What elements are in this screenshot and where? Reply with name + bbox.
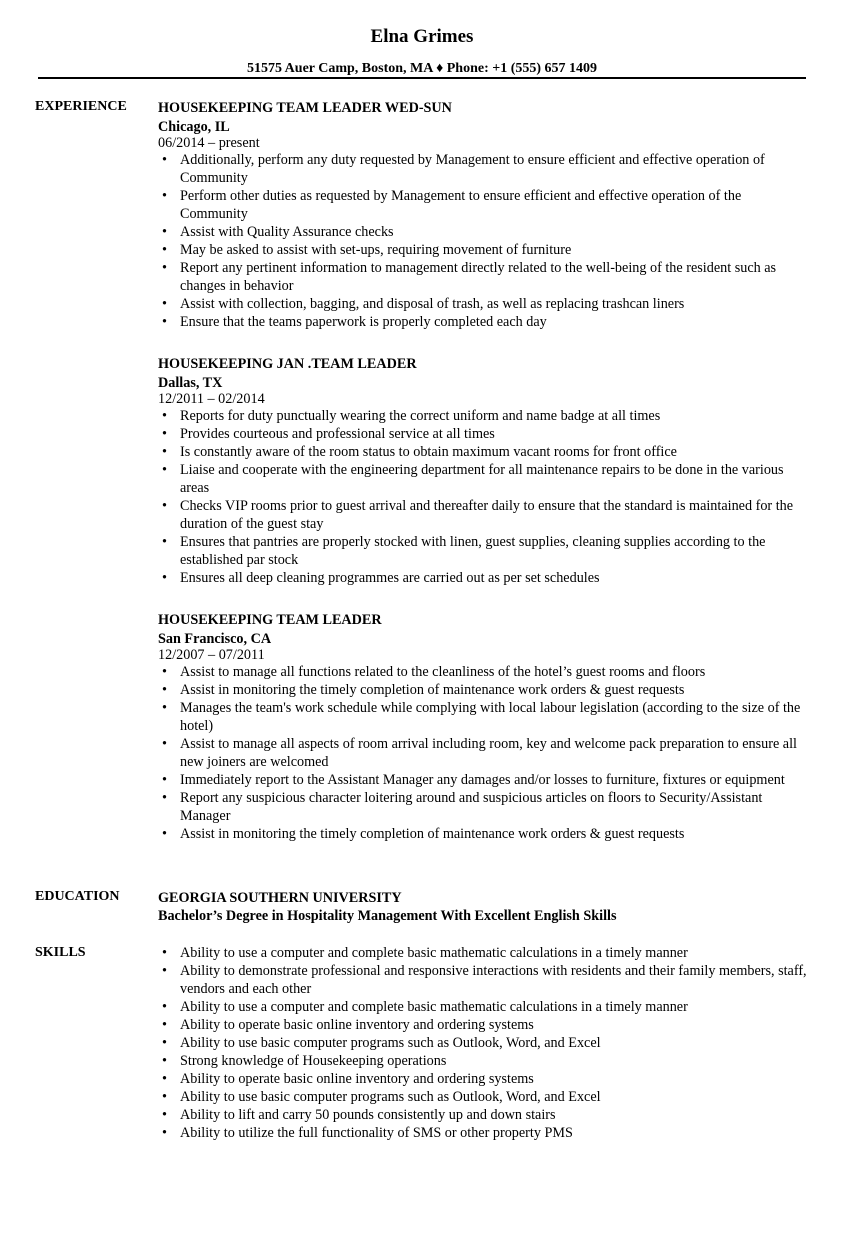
education-school: GEORGIA SOUTHERN UNIVERSITY <box>158 890 402 906</box>
list-item-text: Ability to operate basic online inventory and ordering systems <box>180 1071 534 1087</box>
bullet-icon: • <box>162 444 167 460</box>
bullet-icon: • <box>162 772 167 788</box>
list-item-text: Reports for duty punctually wearing the correct uniform and name badge at all times <box>180 408 661 424</box>
candidate-name: Elna Grimes <box>370 26 474 47</box>
list-item <box>158 151 810 187</box>
list-item-text: Ability to use basic computer programs such as Outlook, Word, and Excel <box>180 1035 601 1051</box>
bullet-icon: • <box>162 224 167 240</box>
list-item-text: Ability to operate basic online inventory and ordering systems <box>180 1017 534 1033</box>
bullet-icon: • <box>162 664 167 680</box>
list-item <box>158 1016 810 1034</box>
job-dates: 12/2011 – 02/2014 <box>158 391 265 407</box>
list-item-text: Provides courteous and professional service at all times <box>180 426 495 442</box>
education-section-label: EDUCATION <box>35 889 120 904</box>
job-entry-2 <box>158 355 810 587</box>
list-item <box>158 735 810 771</box>
bullet-icon: • <box>162 1035 167 1051</box>
bullet-icon: • <box>162 314 167 330</box>
list-item <box>158 461 810 497</box>
bullet-icon: • <box>162 700 167 716</box>
list-item <box>158 1106 810 1124</box>
list-item <box>158 1052 810 1070</box>
bullet-icon: • <box>162 426 167 442</box>
list-item <box>158 425 810 443</box>
contact-line: 51575 Auer Camp, Boston, MA ♦ Phone: +1 (555) 657 1409 <box>246 61 598 76</box>
list-item <box>158 663 810 681</box>
bullet-icon: • <box>162 1053 167 1069</box>
list-item <box>158 295 810 313</box>
education-degree: Bachelor’s Degree in Hospitality Management With Excellent English Skills <box>158 908 617 924</box>
list-item <box>158 1124 810 1142</box>
bullet-icon: • <box>162 999 167 1015</box>
list-item <box>158 407 810 425</box>
bullet-icon: • <box>162 945 167 961</box>
list-item-text: Ensures that pantries are properly stocked with linen, guest supplies, cleaning supplies according to the established par stock <box>180 534 766 568</box>
job-entry-1 <box>158 99 810 331</box>
bullet-icon: • <box>162 1017 167 1033</box>
list-item <box>158 962 810 998</box>
job-entry-3 <box>158 611 810 843</box>
job-location: Dallas, TX <box>158 375 223 391</box>
list-item <box>158 497 810 533</box>
job-dates: 06/2014 – present <box>158 135 260 151</box>
skills-list <box>158 944 810 1142</box>
bullet-icon: • <box>162 152 167 168</box>
list-item <box>158 259 810 295</box>
bullet-icon: • <box>162 736 167 752</box>
skills-section-label: SKILLS <box>35 945 86 960</box>
list-item-text: Strong knowledge of Housekeeping operations <box>180 1053 447 1069</box>
bullet-icon: • <box>162 790 167 806</box>
list-item <box>158 1088 810 1106</box>
bullet-icon: • <box>162 462 167 478</box>
list-item-text: Ability to demonstrate professional and responsive interactions with residents and their family members, staff, vendors and each other <box>180 963 807 997</box>
list-item <box>158 223 810 241</box>
job-duties-list <box>158 663 810 843</box>
education-entry <box>158 889 810 925</box>
list-item <box>158 1070 810 1088</box>
bullet-icon: • <box>162 1125 167 1141</box>
list-item <box>158 789 810 825</box>
job-location: Chicago, IL <box>158 119 230 135</box>
bullet-icon: • <box>162 260 167 276</box>
list-item <box>158 944 810 962</box>
list-item-text: Additionally, perform any duty requested by Management to ensure efficient and effective operation of Community <box>180 152 765 186</box>
bullet-icon: • <box>162 498 167 514</box>
list-item-text: Assist in monitoring the timely completion of maintenance work orders & guest requests <box>180 826 685 842</box>
list-item-text: Checks VIP rooms prior to guest arrival and thereafter daily to ensure that the standard is maintained for the duration of the guest stay <box>180 498 794 532</box>
job-duties-list <box>158 151 810 331</box>
list-item-text: Immediately report to the Assistant Manager any damages and/or losses to furniture, fixtures or equipment <box>180 772 785 788</box>
list-item-text: Report any pertinent information to management directly related to the well-being of the resident such as changes in behavior <box>180 260 777 294</box>
list-item-text: Is constantly aware of the room status to obtain maximum vacant rooms for front office <box>180 444 677 460</box>
list-item <box>158 187 810 223</box>
job-dates: 12/2007 – 07/2011 <box>158 647 265 663</box>
job-title: HOUSEKEEPING TEAM LEADER <box>158 612 382 628</box>
bullet-icon: • <box>162 534 167 550</box>
list-item <box>158 771 810 789</box>
bullet-icon: • <box>162 570 167 586</box>
bullet-icon: • <box>162 963 167 979</box>
list-item-text: Ability to use a computer and complete basic mathematic calculations in a timely manner <box>180 945 688 961</box>
job-location: San Francisco, CA <box>158 631 272 647</box>
list-item <box>158 313 810 331</box>
list-item-text: Manages the team's work schedule while complying with local labour legislation (according to the size of the hotel) <box>180 700 801 734</box>
list-item-text: Ensures all deep cleaning programmes are carried out as per set schedules <box>180 570 600 586</box>
list-item-text: Ability to utilize the full functionality of SMS or other property PMS <box>180 1125 573 1141</box>
list-item-text: Liaise and cooperate with the engineering department for all maintenance repairs to be done in the various areas <box>180 462 784 496</box>
list-item <box>158 443 810 461</box>
list-item <box>158 998 810 1016</box>
job-title: HOUSEKEEPING JAN .TEAM LEADER <box>158 356 417 372</box>
bullet-icon: • <box>162 188 167 204</box>
list-item-text: Ability to lift and carry 50 pounds consistently up and down stairs <box>180 1107 556 1123</box>
list-item-text: Assist in monitoring the timely completion of maintenance work orders & guest requests <box>180 682 685 698</box>
job-title: HOUSEKEEPING TEAM LEADER WED-SUN <box>158 100 452 116</box>
list-item <box>158 1034 810 1052</box>
list-item <box>158 241 810 259</box>
list-item-text: Assist to manage all aspects of room arrival including room, key and welcome pack preparation to ensure all new joiners are welcomed <box>180 736 797 770</box>
experience-section-label: EXPERIENCE <box>35 99 127 114</box>
list-item-text: Assist with collection, bagging, and disposal of trash, as well as replacing trashcan liners <box>180 296 685 312</box>
list-item-text: Assist to manage all functions related to the cleanliness of the hotel’s guest rooms and floors <box>180 664 706 680</box>
list-item-text: Ability to use basic computer programs such as Outlook, Word, and Excel <box>180 1089 601 1105</box>
list-item <box>158 569 810 587</box>
bullet-icon: • <box>162 408 167 424</box>
list-item <box>158 533 810 569</box>
bullet-icon: • <box>162 1071 167 1087</box>
job-duties-list <box>158 407 810 587</box>
resume-header <box>38 26 806 78</box>
header-divider <box>38 77 806 79</box>
list-item <box>158 699 810 735</box>
list-item <box>158 825 810 843</box>
list-item-text: Ability to use a computer and complete basic mathematic calculations in a timely manner <box>180 999 688 1015</box>
skills-entry <box>158 944 810 1142</box>
bullet-icon: • <box>162 242 167 258</box>
list-item-text: Report any suspicious character loitering around and suspicious articles on floors to Security/Assistant Manager <box>180 790 763 824</box>
list-item <box>158 681 810 699</box>
list-item-text: Ensure that the teams paperwork is properly completed each day <box>180 314 547 330</box>
list-item-text: Assist with Quality Assurance checks <box>180 224 394 240</box>
bullet-icon: • <box>162 296 167 312</box>
bullet-icon: • <box>162 682 167 698</box>
bullet-icon: • <box>162 1089 167 1105</box>
list-item-text: Perform other duties as requested by Management to ensure efficient and effective operation of the Community <box>180 188 742 222</box>
list-item-text: May be asked to assist with set-ups, requiring movement of furniture <box>180 242 572 258</box>
bullet-icon: • <box>162 826 167 842</box>
bullet-icon: • <box>162 1107 167 1123</box>
